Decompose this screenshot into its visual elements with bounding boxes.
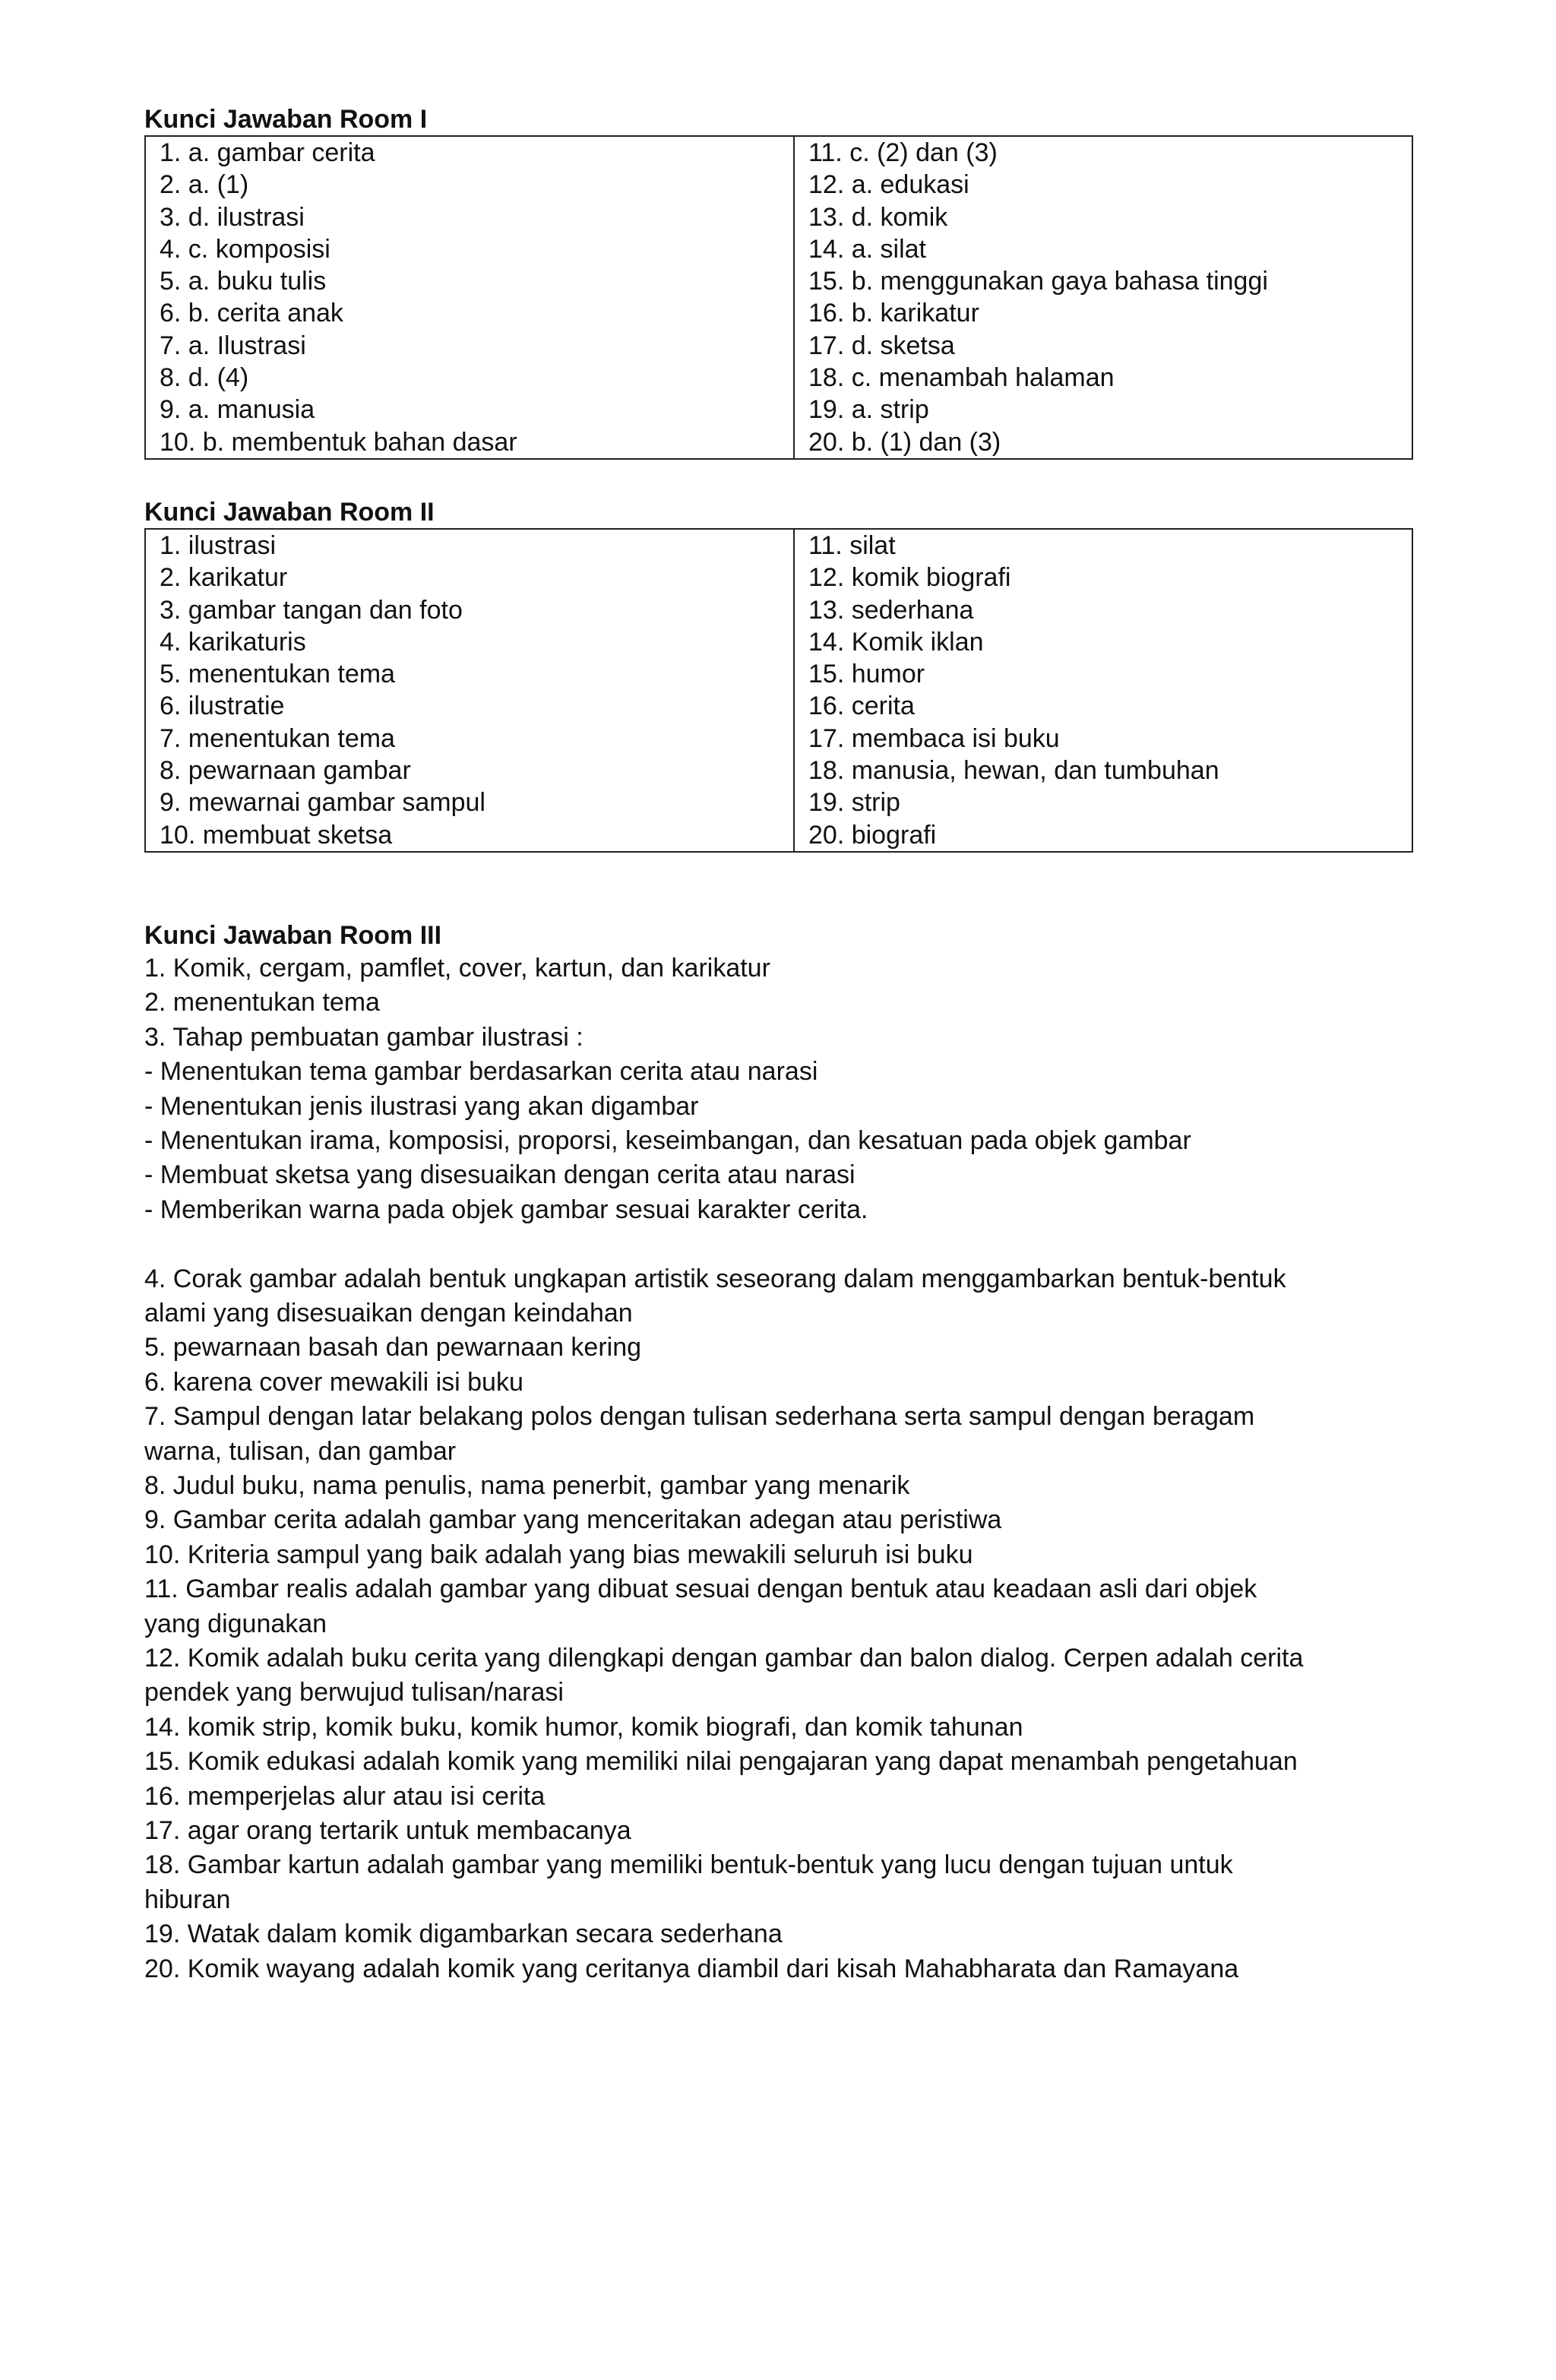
answer-item: 17. membaca isi buku [808,723,1060,753]
answer-item: 18. c. menambah halaman [808,363,1115,393]
answer-item: 4. karikaturis [160,627,306,657]
answer-item: 12. a. edukasi [808,170,969,200]
answer-item: 1. a. gambar cerita [160,138,375,167]
answer-item: 3. d. ilustrasi [160,202,305,232]
room2-answer-table [144,528,1413,853]
answer-item: 20. b. (1) dan (3) [808,427,1001,457]
essay-line: 15. Komik edukasi adalah komik yang memiliki nilai pengajaran yang dapat menambah pengetahuan [144,1747,1298,1777]
essay-line: 19. Watak dalam komik digambarkan secara sederhana [144,1920,783,1949]
essay-line: - Menentukan irama, komposisi, proporsi, keseimbangan, dan kesatuan pada objek gambar [144,1125,1191,1155]
essay-line: 11. Gambar realis adalah gambar yang dibuat sesuai dengan bentuk atau keadaan asli dari objek [144,1575,1257,1604]
answer-item: 10. b. membentuk bahan dasar [160,427,517,457]
room3-answer-list [144,951,1413,1986]
essay-line: 2. menentukan tema [144,988,380,1018]
essay-line: 17. agar orang tertarik untuk membacanya [144,1816,631,1846]
answer-item: 2. a. (1) [160,170,249,200]
answer-item: 8. pewarnaan gambar [160,756,411,786]
essay-line: alami yang disesuaikan dengan keindahan [144,1298,633,1328]
essay-line: 1. Komik, cergam, pamflet, cover, kartun, dan karikatur [144,953,770,983]
answer-item: 7. menentukan tema [160,723,395,753]
answer-item: 17. d. sketsa [808,331,955,360]
answer-item: 6. ilustratie [160,692,285,721]
essay-line: pendek yang berwujud tulisan/narasi [144,1678,564,1707]
answer-item: 16. cerita [808,692,915,721]
answer-item: 5. menentukan tema [160,660,395,689]
essay-line: 10. Kriteria sampul yang baik adalah yang bias mewakili seluruh isi buku [144,1540,973,1569]
essay-line: 4. Corak gambar adalah bentuk ungkapan artistik seseorang dalam menggambarkan bentuk-bentuk [144,1264,1286,1293]
answer-item: 13. sederhana [808,595,974,625]
room1-right-column [794,136,1412,459]
answer-item: 20. biografi [808,820,937,850]
answer-item: 10. membuat sketsa [160,820,393,850]
answer-item: 9. a. manusia [160,395,315,425]
answer-item: 4. c. komposisi [160,234,330,264]
answer-item: 14. a. silat [808,234,926,264]
answer-item: 5. a. buku tulis [160,267,327,296]
room2-right-column [794,529,1412,852]
answer-item: 7. a. Ilustrasi [160,331,306,360]
essay-line: 8. Judul buku, nama penulis, nama penerbit, gambar yang menarik [144,1471,910,1501]
essay-line: - Menentukan tema gambar berdasarkan cerita atau narasi [144,1057,818,1087]
answer-item: 19. strip [808,788,900,818]
room1-answer-table [144,135,1413,460]
essay-line: - Menentukan jenis ilustrasi yang akan digambar [144,1091,699,1121]
answer-item: 15. b. menggunakan gaya bahasa tinggi [808,267,1268,296]
blank-line [144,1227,1413,1261]
answer-item: 13. d. komik [808,202,948,232]
room1-title: Kunci Jawaban Room I [144,105,428,134]
answer-item: 19. a. strip [808,395,929,425]
section-spacer [144,460,1413,496]
answer-item: 6. b. cerita anak [160,299,343,328]
answer-item: 15. humor [808,660,925,689]
room3-title: Kunci Jawaban Room III [144,920,442,950]
room2-title: Kunci Jawaban Room II [144,497,435,527]
essay-line: 3. Tahap pembuatan gambar ilustrasi : [144,1022,584,1052]
room2-left-column [145,529,794,852]
answer-item: 12. komik biografi [808,563,1011,593]
essay-line: 9. Gambar cerita adalah gambar yang menceritakan adegan atau peristiwa [144,1505,1002,1535]
essay-line: 7. Sampul dengan latar belakang polos dengan tulisan sederhana serta sampul dengan beragam [144,1402,1255,1432]
room1-left-column [145,136,794,459]
essay-line: warna, tulisan, dan gambar [144,1436,457,1466]
essay-line: 20. Komik wayang adalah komik yang ceritanya diambil dari kisah Mahabharata dan Ramayana [144,1954,1239,1983]
essay-line: 18. Gambar kartun adalah gambar yang memiliki bentuk-bentuk yang lucu dengan tujuan untuk [144,1850,1233,1880]
essay-line: 14. komik strip, komik buku, komik humor, komik biografi, dan komik tahunan [144,1712,1023,1742]
answer-item: 3. gambar tangan dan foto [160,595,463,625]
essay-line: 6. karena cover mewakili isi buku [144,1367,523,1397]
essay-line: 16. memperjelas alur atau isi cerita [144,1781,546,1811]
essay-line: - Membuat sketsa yang disesuaikan dengan cerita atau narasi [144,1160,855,1190]
essay-line: 5. pewarnaan basah dan pewarnaan kering [144,1333,642,1362]
essay-line: 12. Komik adalah buku cerita yang dilengkapi dengan gambar dan balon dialog. Cerpen adalah cerita [144,1644,1304,1673]
answer-item: 1. ilustrasi [160,530,277,560]
document-page [144,103,1413,1986]
answer-item: 16. b. karikatur [808,299,979,328]
answer-item: 11. c. (2) dan (3) [808,138,998,167]
answer-item: 2. karikatur [160,563,288,593]
answer-item: 14. Komik iklan [808,627,984,657]
answer-item: 8. d. (4) [160,363,249,393]
answer-item: 18. manusia, hewan, dan tumbuhan [808,756,1219,786]
essay-line: yang digunakan [144,1609,327,1638]
essay-line: - Memberikan warna pada objek gambar sesuai karakter cerita. [144,1195,868,1224]
section-spacer [144,853,1413,919]
essay-line: hiburan [144,1885,231,1914]
answer-item: 9. mewarnai gambar sampul [160,788,485,818]
answer-item: 11. silat [808,530,896,560]
